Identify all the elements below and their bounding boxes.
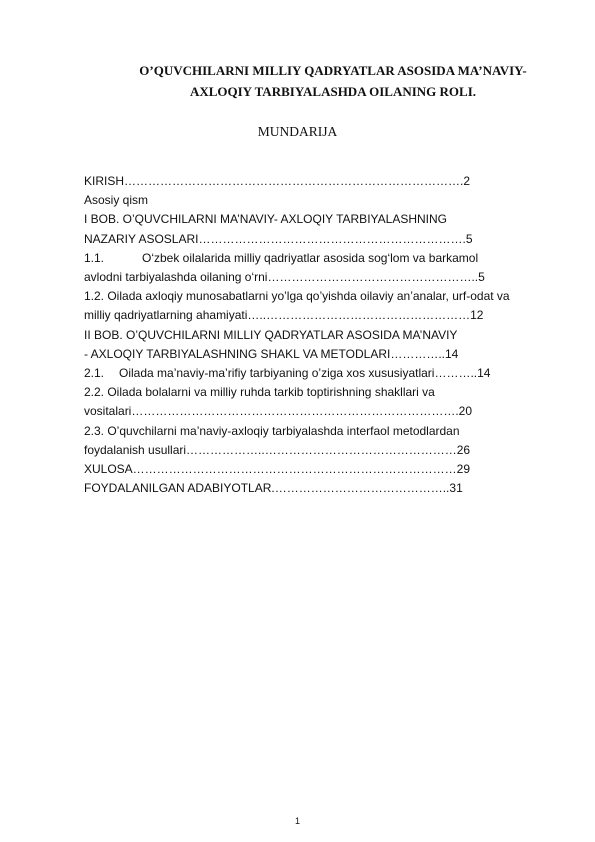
toc-entry-text: vositalari……………………………………………………………………….20 <box>84 404 473 419</box>
document-title <box>88 60 578 102</box>
contents-heading <box>0 124 595 140</box>
toc-entry-text: XULOSA………………………………………………………………………29 <box>84 462 471 477</box>
toc-entry-text: - AXLOQIY TARBIYALASHNING SHAKL VA METODLARI…………..14 <box>84 346 459 361</box>
toc-entry <box>84 326 554 345</box>
toc-entry <box>84 441 554 460</box>
toc-entry <box>84 460 554 479</box>
toc-entry-text: avlodni tarbiyalashda oilaning o‘rni……………………………………………..5 <box>84 270 485 285</box>
toc-entry <box>84 191 554 210</box>
toc-entry-text: KIRISH………………………………………………………………………….2 <box>84 174 471 188</box>
toc-entry <box>84 422 554 441</box>
toc-entry <box>84 306 554 325</box>
toc-entry-text: O‘zbek oilalarida milliy qadriyatlar asosida sog‘lom va barkamol <box>142 250 479 265</box>
toc-entry-text: I BOB. O’QUVCHILARNI MA’NAVIY- AXLOQIY TARBIYALASHNING <box>84 212 447 227</box>
toc-entry <box>84 383 554 402</box>
table-of-contents <box>84 172 554 498</box>
page-number: 1 <box>294 816 300 826</box>
toc-entry <box>84 479 554 498</box>
toc-entry-text: NAZARIY ASOSLARI………………………………………………………….5 <box>84 231 473 246</box>
toc-entry-text: 2.3. O’quvchilarni ma’naviy-axloqiy tarbiyalashda interfaol metodlardan <box>84 423 460 438</box>
toc-entry-number: 1.1. <box>84 250 105 265</box>
toc-entry-text: 2.2. Oilada bolalarni va milliy ruhda tarkib toptirishning shakllari va <box>84 385 435 400</box>
toc-entry-number: 2.1. <box>84 366 105 381</box>
toc-entry-text: milliy qadriyatlarning ahamiyati…..……………………………………………12 <box>84 308 484 323</box>
toc-entry-text: Oilada ma’naviy-ma’rifiy tarbiyaning o’ziga xos xususiyatlari………..14 <box>119 366 491 381</box>
toc-entry <box>84 402 554 421</box>
toc-entry <box>84 249 554 268</box>
toc-entry <box>84 172 554 191</box>
title-line-1: O’QUVCHILARNI MILLIY QADRYATLAR ASOSIDA MA’NAVIY- <box>139 63 527 78</box>
title-line-2: AXLOQIY TARBIYALASHDA OILANING ROLI. <box>189 84 477 99</box>
toc-entry-text: FOYDALANILGAN ADABIYOTLAR.……………………………………..31 <box>84 481 463 496</box>
toc-entry <box>84 230 554 249</box>
toc-entry <box>84 364 554 383</box>
toc-entry <box>84 210 554 229</box>
toc-entry-text: foydalanish usullari………………..…………………………………………26 <box>84 442 471 457</box>
toc-entry-text: 1.2. Oilada axloqiy munosabatlarni yo’lga qo’yishda oilaviy an’analar, urf-odat va <box>84 289 510 304</box>
toc-entry-text: Asosiy qism <box>84 193 149 208</box>
toc-entry <box>84 268 554 287</box>
toc-entry <box>84 345 554 364</box>
toc-entry <box>84 287 554 306</box>
contents-heading-text: MUNDARIJA <box>257 124 338 139</box>
toc-entry-text: II BOB. O’QUVCHILARNI MILLIY QADRYATLAR ASOSIDA MA’NAVIY <box>84 327 458 342</box>
